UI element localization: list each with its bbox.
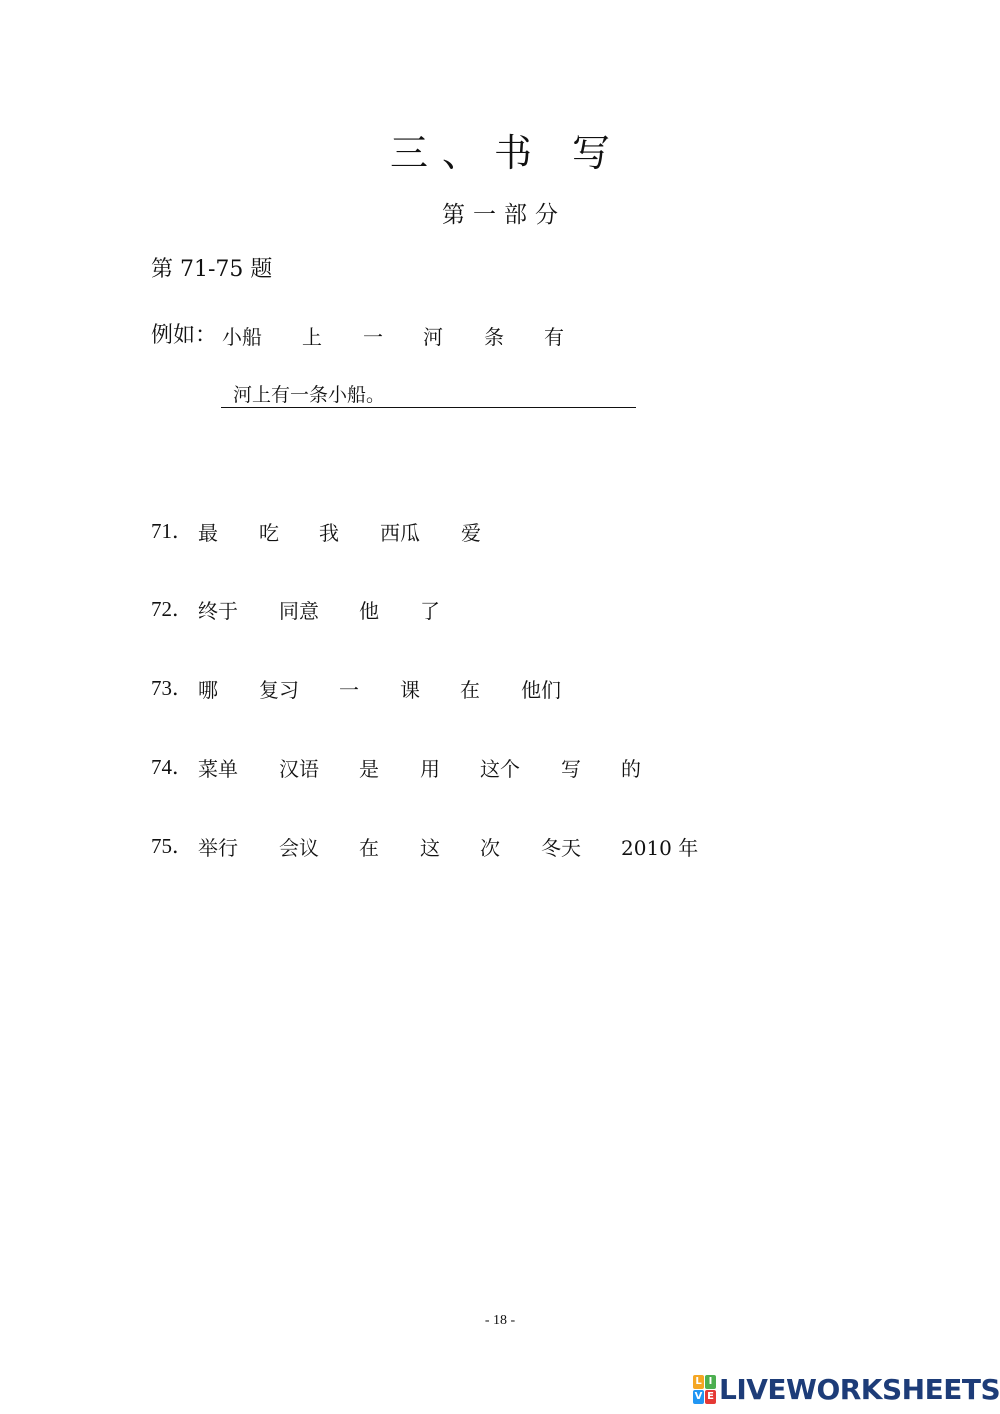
logo-mark-letter: E xyxy=(705,1390,716,1404)
question-word: 会议 xyxy=(279,836,319,860)
question-row xyxy=(151,751,851,781)
example-label: 例如： xyxy=(151,323,218,348)
question-word: 一 xyxy=(339,678,359,702)
question-word: 是 xyxy=(359,757,379,781)
question-number: 74． xyxy=(151,755,193,779)
section-title: 三、书 写 xyxy=(389,131,625,175)
question-row xyxy=(151,830,851,860)
question-word: 这个 xyxy=(480,757,520,781)
question-word: 最 xyxy=(198,521,218,545)
example-word: 小船 xyxy=(222,325,262,349)
question-number: 72． xyxy=(151,597,193,621)
question-word: 他们 xyxy=(521,678,561,702)
example-word: 一 xyxy=(363,325,383,349)
question-word: 菜单 xyxy=(198,757,238,781)
question-word: 同意 xyxy=(279,599,319,623)
question-range: 第 71-75 题 xyxy=(151,257,273,282)
question-word: 爱 xyxy=(461,521,481,545)
example-answer: 河上有一条小船。 xyxy=(233,384,386,406)
example-answer-line xyxy=(221,383,636,408)
logo-text: LIVEWORKSHEETS xyxy=(719,1372,1000,1406)
question-word: 汉语 xyxy=(279,757,319,781)
question-word: 次 xyxy=(480,836,500,860)
example-word: 河 xyxy=(423,325,443,349)
question-number: 73． xyxy=(151,676,193,700)
question-word: 用 xyxy=(420,757,440,781)
question-word: 写 xyxy=(561,757,581,781)
logo-mark-letter: L xyxy=(693,1375,704,1389)
logo-mark-letter: I xyxy=(705,1375,716,1389)
question-number: 75． xyxy=(151,834,193,858)
question-word: 在 xyxy=(460,678,480,702)
question-row xyxy=(151,672,851,702)
example-row xyxy=(151,318,217,349)
question-number: 71． xyxy=(151,519,193,543)
question-word: 终于 xyxy=(198,599,238,623)
part-title: 第一部分 xyxy=(442,202,566,228)
question-word: 冬天 xyxy=(541,836,581,860)
page-number: - 18 - xyxy=(484,1313,516,1328)
example-word: 有 xyxy=(544,325,564,349)
question-word: 的 xyxy=(621,757,641,781)
question-word: 复习 xyxy=(259,678,299,702)
question-word: 吃 xyxy=(259,521,279,545)
liveworksheets-logo xyxy=(693,1373,1000,1405)
question-word: 我 xyxy=(319,521,339,545)
logo-mark-icon xyxy=(693,1375,716,1404)
question-word: 他 xyxy=(359,599,379,623)
logo-mark-letter: V xyxy=(694,1390,703,1402)
question-row xyxy=(151,593,851,623)
question-row xyxy=(151,515,851,545)
question-word: 课 xyxy=(400,678,420,702)
question-word: 2010 年 xyxy=(621,836,699,860)
example-word: 上 xyxy=(302,325,322,349)
question-word: 举行 xyxy=(198,836,238,860)
example-word: 条 xyxy=(484,325,504,349)
question-word: 哪 xyxy=(198,678,218,702)
question-word: 这 xyxy=(420,836,440,860)
question-word: 了 xyxy=(420,599,440,623)
question-word: 西瓜 xyxy=(380,521,420,545)
question-word: 在 xyxy=(359,836,379,860)
